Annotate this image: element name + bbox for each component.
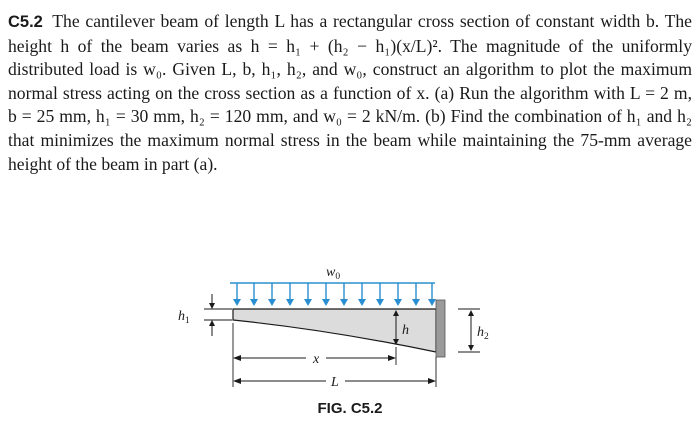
figure-caption: FIG. C5.2 xyxy=(317,400,383,417)
length-label: L xyxy=(331,375,339,390)
h1-label: $h_1$ xyxy=(178,309,190,326)
distributed-load xyxy=(230,283,436,306)
h1-dimension xyxy=(204,294,232,336)
h-label: h xyxy=(402,323,409,338)
fixed-support-wall xyxy=(436,300,445,357)
problem-text: The cantilever beam of length L has a rectangular cross section of constant width b. The height h of the beam varies as h = h₁ + (h₂ − h₁)(x/L)². The magnitude of the uniformly distributed load is w₀. Given L, b, h₁, h₂, and w₀, construct an algorithm to plot the maximum normal stress acting on the cross section as a function of x. (a) Run the algorithm with L = 2 m, b = 25 mm, h₁ = 30 mm, h₂ = 120 mm, and w₀ = 2 kN/m. (b) Find the combination of h₁ and h₂ that minimizes the maximum normal stress in the beam while maintaining the 75-mm average height of the beam in part (a). xyxy=(8,11,692,174)
h2-label: $h_2$ xyxy=(477,325,489,342)
x-label: x xyxy=(313,352,320,367)
problem-number: C5.2 xyxy=(8,13,43,31)
load-label: $w_0$ xyxy=(326,265,341,282)
